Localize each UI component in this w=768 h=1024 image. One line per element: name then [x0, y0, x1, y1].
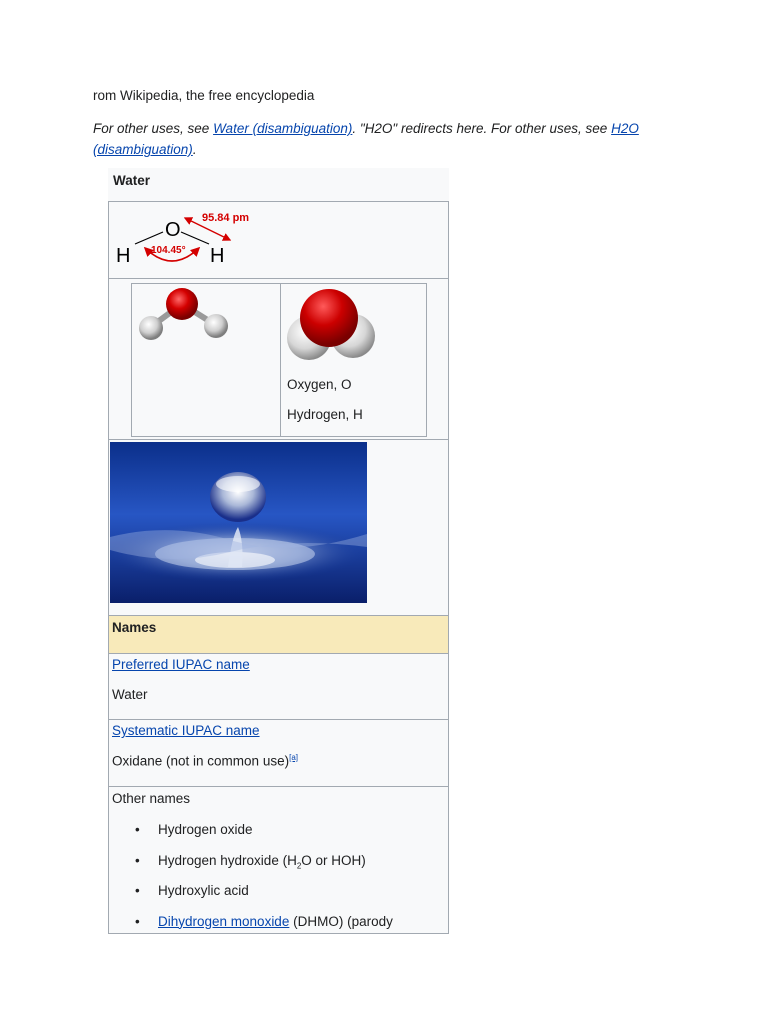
bullet-icon: •	[135, 883, 140, 898]
other-name-text: Hydrogen hydroxide ($H_2O$ or HOH)	[158, 852, 366, 871]
models-table	[131, 283, 427, 437]
hatnote-mid: . "H2O" redirects here. For other uses, see	[352, 121, 612, 136]
list-item	[109, 882, 448, 913]
structure-row	[109, 202, 448, 279]
photo-row	[109, 440, 448, 616]
ball-and-stick-model-image	[132, 284, 280, 354]
dihydrogen-monoxide-link[interactable]: Dihydrogen monoxide	[158, 913, 290, 929]
other-name-text: Hydrogen oxide	[158, 822, 253, 837]
bullet-icon: •	[135, 852, 140, 868]
systematic-iupac-value-text: Oxidane (not in common use)	[112, 753, 290, 769]
bullet-icon: •	[135, 822, 140, 837]
ball-and-stick-cell	[132, 284, 281, 436]
preferred-iupac-value: Water	[112, 687, 148, 702]
names-header: Names	[109, 616, 448, 654]
infobox	[108, 168, 449, 934]
other-names-list	[109, 821, 448, 934]
models-row	[109, 279, 448, 440]
structural-formula-diagram	[113, 206, 273, 276]
hatnote	[93, 118, 673, 160]
space-filling-cell	[281, 284, 426, 436]
water-drop-photo	[110, 442, 367, 603]
reference-a-link[interactable]: [a]	[289, 753, 298, 762]
systematic-iupac-name-link[interactable]: Systematic IUPAC name	[112, 723, 260, 738]
preferred-iupac-name-link[interactable]: Preferred IUPAC name	[112, 657, 250, 672]
systematic-iupac-value	[112, 753, 298, 769]
legend-hydrogen: Hydrogen, H	[287, 407, 363, 422]
bond-left	[135, 232, 163, 244]
water-disambiguation-link[interactable]: Water (disambiguation)	[213, 121, 353, 136]
list-item	[109, 913, 448, 935]
list-item	[109, 852, 448, 883]
legend-oxygen: Oxygen, O	[287, 377, 352, 392]
source-line: rom Wikipedia, the free encyclopedia	[93, 88, 315, 103]
bond-length-label: 95.84 pm	[202, 212, 250, 224]
space-filling-model-image	[283, 288, 383, 368]
bond-right	[181, 232, 209, 244]
other-names-row	[109, 787, 448, 934]
h2o-disambiguation-link[interactable]: H2O (disambiguation)	[93, 121, 639, 157]
hydrogen-atom-label-right: H	[210, 245, 225, 267]
other-name-text: (DHMO) (parody	[289, 913, 393, 929]
infobox-caption: Water	[113, 173, 151, 188]
systematic-iupac-row	[109, 720, 448, 787]
hatnote-lead: For other uses, see	[93, 121, 214, 136]
hydrogen-atom-label-left: H	[116, 245, 131, 267]
bullet-icon: •	[135, 913, 140, 929]
preferred-iupac-row	[109, 654, 448, 720]
hatnote-tail: .	[192, 142, 197, 157]
oxygen-atom-label: O	[165, 219, 181, 241]
other-names-label: Other names	[112, 791, 191, 806]
other-name-text: Hydroxylic acid	[158, 883, 249, 898]
list-item	[109, 821, 448, 852]
infobox-body	[108, 201, 449, 934]
angle-label: 104.45°	[151, 245, 186, 256]
